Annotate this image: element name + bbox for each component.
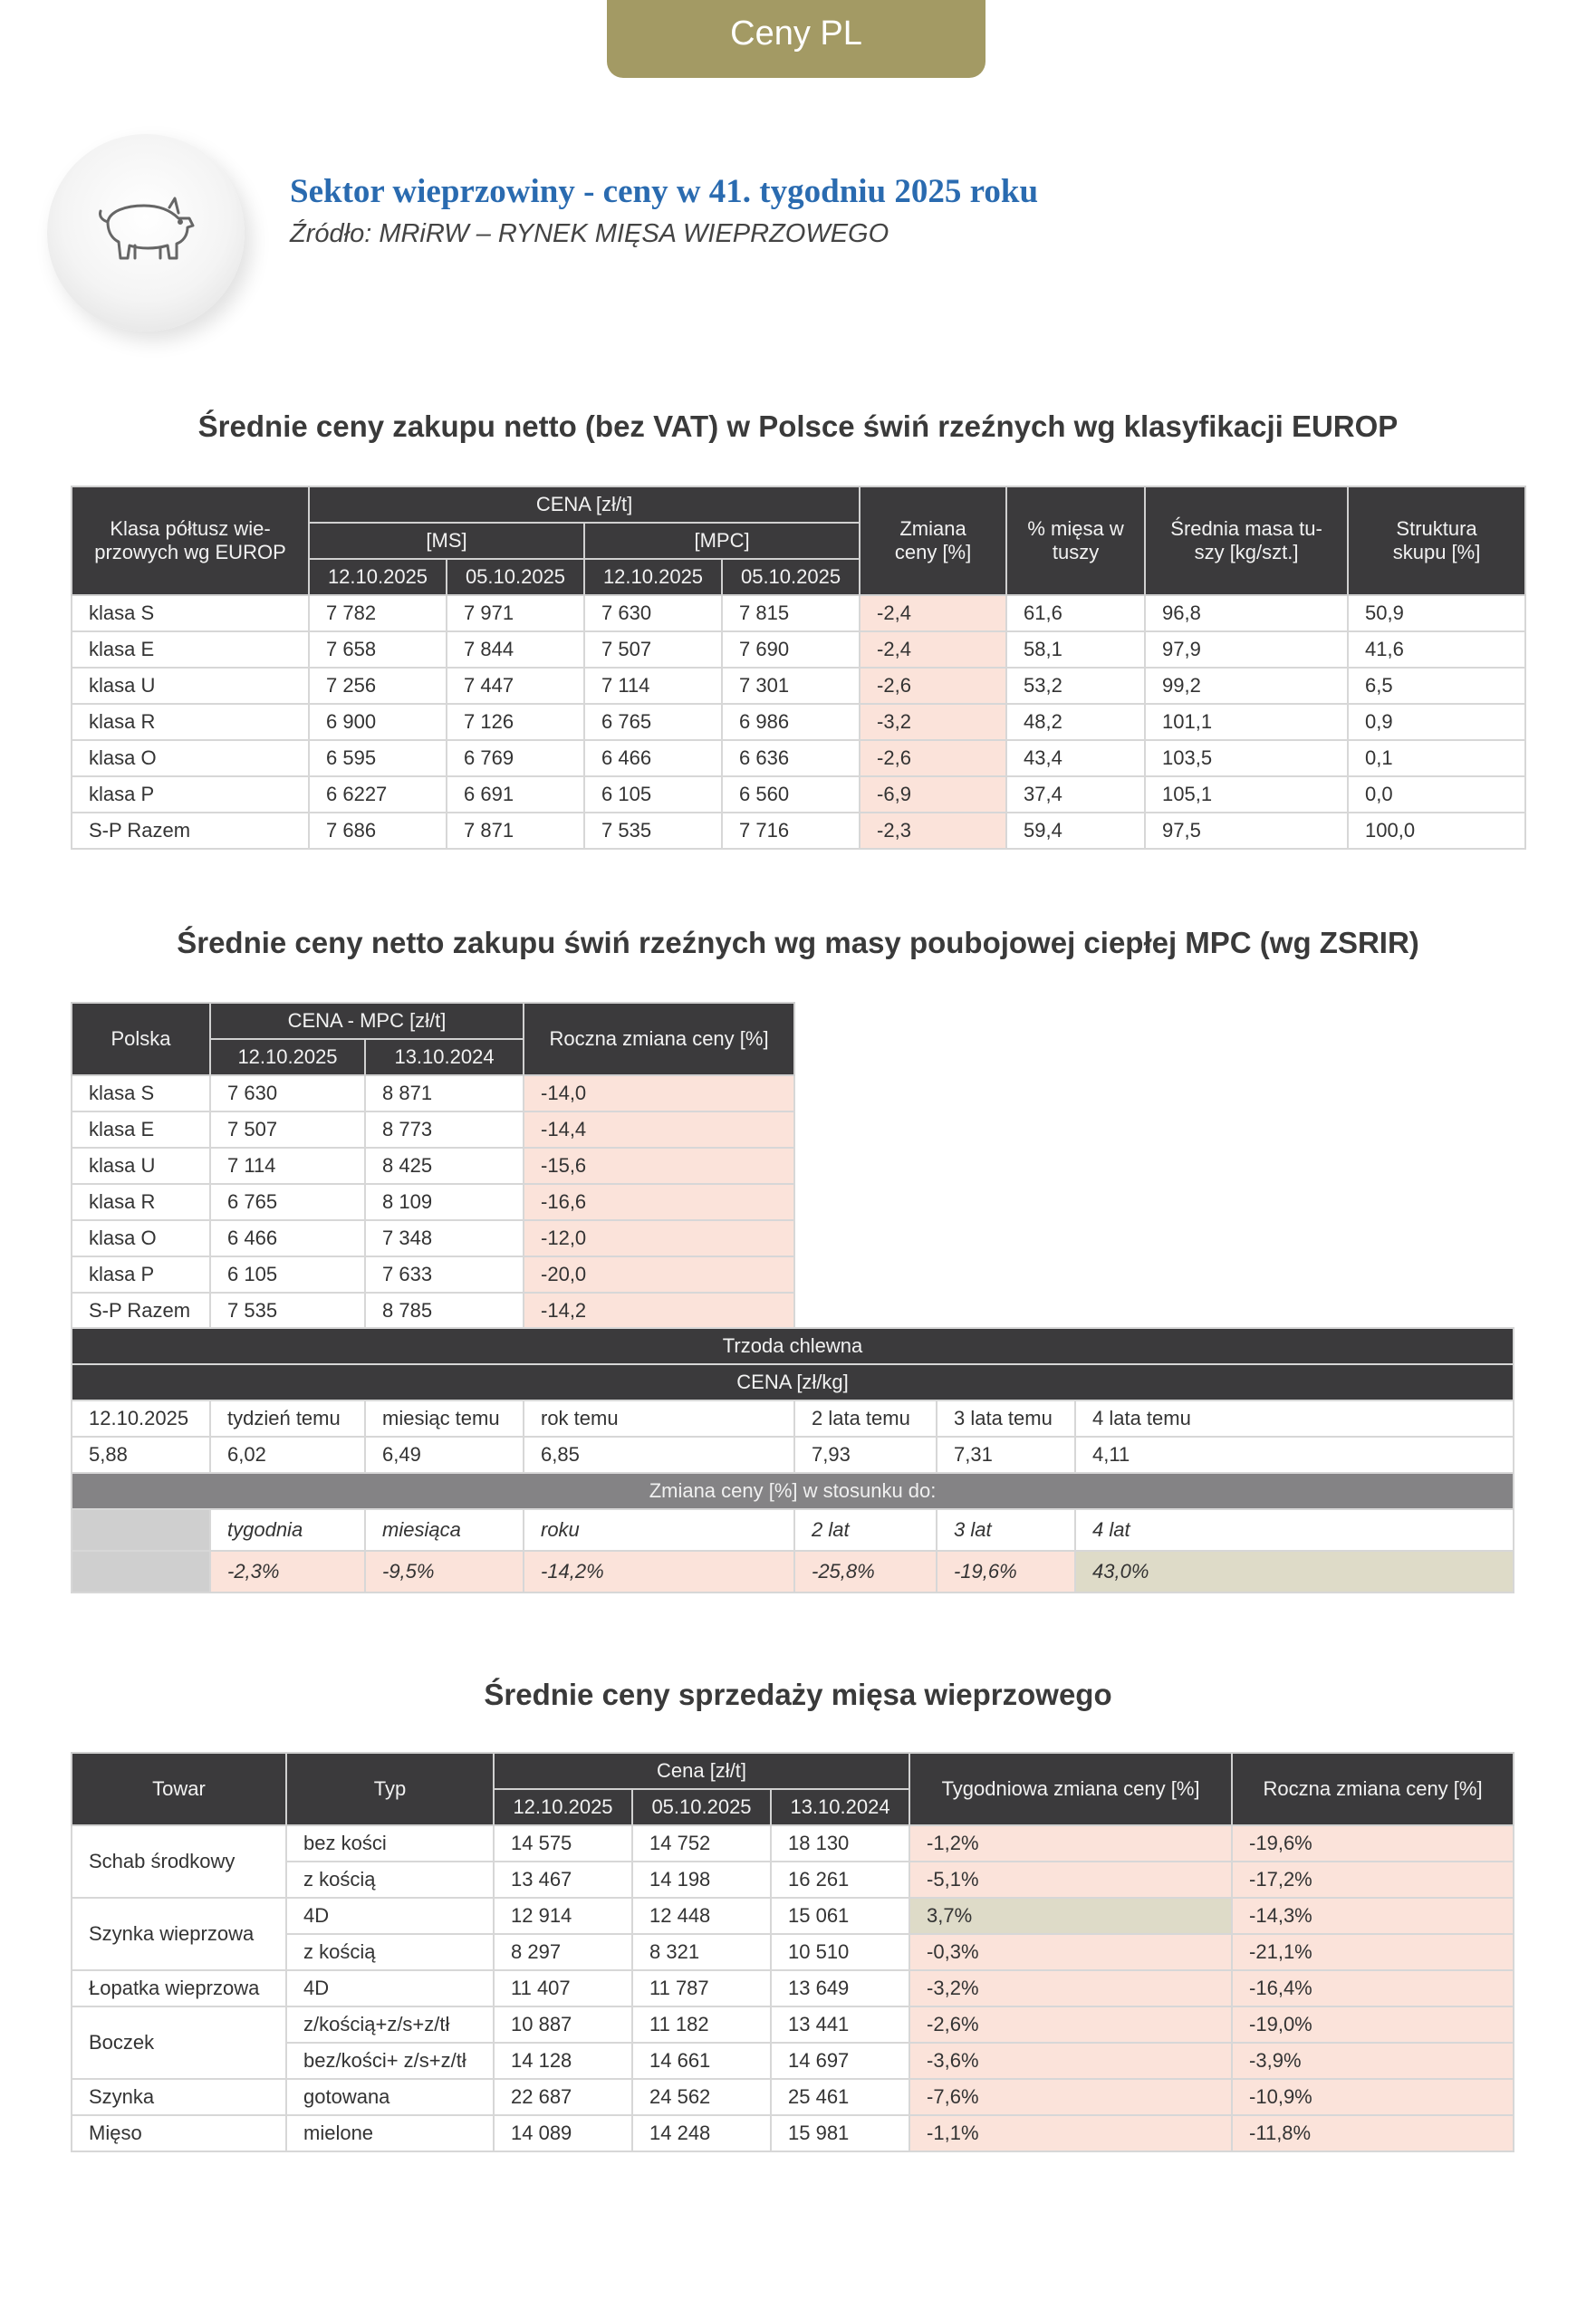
price-week-ago: 14 661 bbox=[632, 2043, 771, 2079]
table-row bbox=[72, 1075, 794, 1111]
price-change: -2,4 bbox=[860, 595, 1006, 631]
product-type: z/kością+z/s+z/tł bbox=[286, 2006, 494, 2043]
change-label: miesiąca bbox=[365, 1509, 524, 1551]
product-type: z kością bbox=[286, 1862, 494, 1898]
meat-percent: 53,2 bbox=[1006, 668, 1145, 704]
yearly-change: -11,8% bbox=[1232, 2115, 1514, 2151]
pigs-price-table bbox=[71, 1327, 1514, 1593]
purchase-structure: 41,6 bbox=[1348, 631, 1525, 668]
change-value: -19,6% bbox=[937, 1551, 1075, 1593]
table1-body bbox=[72, 595, 1525, 849]
price-year-ago: 14 697 bbox=[771, 2043, 909, 2079]
header-date: 12.10.2025 bbox=[584, 559, 722, 595]
carcass-mass: 103,5 bbox=[1145, 740, 1348, 776]
product-name: Łopatka wieprzowa bbox=[72, 1970, 286, 2006]
price-current: 14 089 bbox=[494, 2115, 632, 2151]
meat-percent: 43,4 bbox=[1006, 740, 1145, 776]
mpc-price-current: 7 114 bbox=[584, 668, 722, 704]
weekly-change: -2,6% bbox=[909, 2006, 1232, 2043]
blank-cell bbox=[72, 1509, 210, 1551]
yearly-change: -14,0 bbox=[524, 1075, 794, 1111]
blank-cell bbox=[72, 1551, 210, 1593]
weekly-change: -3,6% bbox=[909, 2043, 1232, 2079]
yearly-change: -15,6 bbox=[524, 1148, 794, 1184]
row-class: klasa U bbox=[72, 668, 309, 704]
row-class: klasa U bbox=[72, 1148, 210, 1184]
ms-price-previous: 6 691 bbox=[447, 776, 584, 813]
mpc-price-year-ago: 7 633 bbox=[365, 1256, 524, 1293]
price-current: 8 297 bbox=[494, 1934, 632, 1970]
header-country: Polska bbox=[72, 1003, 210, 1075]
price-current: 11 407 bbox=[494, 1970, 632, 2006]
change-value: -14,2% bbox=[524, 1551, 794, 1593]
price-week-ago: 11 787 bbox=[632, 1970, 771, 2006]
header-price: CENA [zł/t] bbox=[309, 486, 860, 523]
table4-heading: Średnie ceny sprzedaży mięsa wieprzowego bbox=[484, 1678, 1112, 1711]
purchase-structure: 100,0 bbox=[1348, 813, 1525, 849]
price-change: -3,2 bbox=[860, 704, 1006, 740]
page-title: Sektor wieprzowiny - ceny w 41. tygodniu 2025 roku bbox=[290, 173, 1039, 210]
mpc-price-year-ago: 8 871 bbox=[365, 1075, 524, 1111]
price-year-ago: 18 130 bbox=[771, 1825, 909, 1862]
purchase-structure: 0,9 bbox=[1348, 704, 1525, 740]
price-year-ago: 15 061 bbox=[771, 1898, 909, 1934]
change-label: 2 lat bbox=[794, 1509, 937, 1551]
mpc-price-previous: 7 690 bbox=[722, 631, 860, 668]
table-row bbox=[72, 704, 1525, 740]
table-row bbox=[72, 1862, 1514, 1898]
yearly-change: -3,9% bbox=[1232, 2043, 1514, 2079]
pig-icon bbox=[91, 186, 200, 276]
mpc-price-year-ago: 8 109 bbox=[365, 1184, 524, 1220]
table-row bbox=[72, 1111, 794, 1148]
yearly-change: -20,0 bbox=[524, 1256, 794, 1293]
mpc-price-current: 7 114 bbox=[210, 1148, 365, 1184]
price-year-ago: 10 510 bbox=[771, 1934, 909, 1970]
meat-percent: 61,6 bbox=[1006, 595, 1145, 631]
price-year-ago: 13 441 bbox=[771, 2006, 909, 2043]
mpc-price-current: 7 507 bbox=[584, 631, 722, 668]
meat-percent: 37,4 bbox=[1006, 776, 1145, 813]
carcass-mass: 97,5 bbox=[1145, 813, 1348, 849]
table-row bbox=[72, 2006, 1514, 2043]
row-class: klasa O bbox=[72, 740, 309, 776]
period-price: 6,49 bbox=[365, 1437, 524, 1473]
change-value: -2,3% bbox=[210, 1551, 365, 1593]
row-class: klasa O bbox=[72, 1220, 210, 1256]
header-date: 05.10.2025 bbox=[447, 559, 584, 595]
table-row bbox=[72, 1825, 1514, 1862]
change-labels-row bbox=[72, 1509, 1514, 1551]
product-name: Szynka wieprzowa bbox=[72, 1898, 286, 1970]
yearly-change: -19,0% bbox=[1232, 2006, 1514, 2043]
ms-price-previous: 7 126 bbox=[447, 704, 584, 740]
table-row bbox=[72, 1256, 794, 1293]
table-row bbox=[72, 1220, 794, 1256]
period-label: rok temu bbox=[524, 1400, 794, 1437]
header-date: 05.10.2025 bbox=[722, 559, 860, 595]
row-class: S-P Razem bbox=[72, 1293, 210, 1329]
yearly-change: -17,2% bbox=[1232, 1862, 1514, 1898]
period-values-row bbox=[72, 1437, 1514, 1473]
mpc-price-current: 6 765 bbox=[210, 1184, 365, 1220]
weekly-change: -0,3% bbox=[909, 1934, 1232, 1970]
page-subtitle: Źródło: MRiRW – RYNEK MIĘSA WIEPRZOWEGO bbox=[290, 219, 889, 248]
mpc-price-year-ago: 8 425 bbox=[365, 1148, 524, 1184]
period-labels-row bbox=[72, 1400, 1514, 1437]
period-label: miesiąc temu bbox=[365, 1400, 524, 1437]
period-label: 2 lata temu bbox=[794, 1400, 937, 1437]
row-class: klasa R bbox=[72, 1184, 210, 1220]
table2-heading: Średnie ceny netto zakupu świń rzeźnych wg masy poubojowej ciepłej MPC (wg ZSRIR) bbox=[177, 926, 1419, 959]
period-price: 6,85 bbox=[524, 1437, 794, 1473]
price-week-ago: 12 448 bbox=[632, 1898, 771, 1934]
purchase-structure: 6,5 bbox=[1348, 668, 1525, 704]
period-label: tydzień temu bbox=[210, 1400, 365, 1437]
header-ms: [MS] bbox=[309, 523, 584, 559]
carcass-mass: 101,1 bbox=[1145, 704, 1348, 740]
mpc-price-current: 7 507 bbox=[210, 1111, 365, 1148]
yearly-change: -19,6% bbox=[1232, 1825, 1514, 1862]
weekly-change: -1,2% bbox=[909, 1825, 1232, 1862]
weekly-change: -5,1% bbox=[909, 1862, 1232, 1898]
header-product: Towar bbox=[72, 1753, 286, 1825]
yearly-change: -12,0 bbox=[524, 1220, 794, 1256]
table-row bbox=[72, 2043, 1514, 2079]
change-value: -25,8% bbox=[794, 1551, 937, 1593]
mpc-price-previous: 7 716 bbox=[722, 813, 860, 849]
table-row bbox=[72, 1970, 1514, 2006]
change-value: -9,5% bbox=[365, 1551, 524, 1593]
meat-sales-table bbox=[71, 1752, 1514, 2152]
mpc-price-year-ago: 7 348 bbox=[365, 1220, 524, 1256]
table-row bbox=[72, 2115, 1514, 2151]
row-class: klasa S bbox=[72, 1075, 210, 1111]
header-mass: Średnia masa tu- szy [kg/szt.] bbox=[1145, 486, 1348, 595]
product-type: bez/kości+ z/s+z/tł bbox=[286, 2043, 494, 2079]
product-name: Szynka bbox=[72, 2079, 286, 2115]
yearly-change: -14,4 bbox=[524, 1111, 794, 1148]
header-price: CENA - MPC [zł/t] bbox=[210, 1003, 524, 1039]
row-class: klasa E bbox=[72, 1111, 210, 1148]
header-mpc: [MPC] bbox=[584, 523, 860, 559]
weekly-change: -3,2% bbox=[909, 1970, 1232, 2006]
table-row bbox=[72, 631, 1525, 668]
product-type: gotowana bbox=[286, 2079, 494, 2115]
mpc-price-table bbox=[71, 1002, 795, 1330]
product-name: Boczek bbox=[72, 2006, 286, 2079]
header-yearly-change: Roczna zmiana ceny [%] bbox=[524, 1003, 794, 1075]
europ-price-table bbox=[71, 486, 1526, 850]
mpc-price-current: 7 630 bbox=[584, 595, 722, 631]
weekly-change: 3,7% bbox=[909, 1898, 1232, 1934]
price-current: 14 128 bbox=[494, 2043, 632, 2079]
yearly-change: -14,2 bbox=[524, 1293, 794, 1329]
table-row bbox=[72, 1148, 794, 1184]
ms-price-current: 7 658 bbox=[309, 631, 447, 668]
header-class: Klasa półtusz wie- przowych wg EUROP bbox=[72, 486, 309, 595]
carcass-mass: 97,9 bbox=[1145, 631, 1348, 668]
carcass-mass: 96,8 bbox=[1145, 595, 1348, 631]
period-label: 3 lata temu bbox=[937, 1400, 1075, 1437]
mpc-price-year-ago: 8 785 bbox=[365, 1293, 524, 1329]
header-tab-label: Ceny PL bbox=[730, 14, 862, 53]
ms-price-previous: 7 971 bbox=[447, 595, 584, 631]
meat-percent: 58,1 bbox=[1006, 631, 1145, 668]
table4-body bbox=[72, 1825, 1514, 2151]
price-year-ago: 16 261 bbox=[771, 1862, 909, 1898]
row-class: klasa E bbox=[72, 631, 309, 668]
change-header: Zmiana ceny [%] w stosunku do: bbox=[72, 1473, 1514, 1509]
change-label: roku bbox=[524, 1509, 794, 1551]
price-change: -2,6 bbox=[860, 740, 1006, 776]
mpc-price-current: 6 765 bbox=[584, 704, 722, 740]
ms-price-previous: 7 447 bbox=[447, 668, 584, 704]
price-week-ago: 14 248 bbox=[632, 2115, 771, 2151]
table-row bbox=[72, 1898, 1514, 1934]
mpc-price-current: 6 105 bbox=[584, 776, 722, 813]
table-row bbox=[72, 1934, 1514, 1970]
yearly-change: -16,6 bbox=[524, 1184, 794, 1220]
header-yearly-change: Roczna zmiana ceny [%] bbox=[1232, 1753, 1514, 1825]
product-name: Schab środkowy bbox=[72, 1825, 286, 1898]
purchase-structure: 50,9 bbox=[1348, 595, 1525, 631]
table-row bbox=[72, 668, 1525, 704]
ms-price-current: 7 782 bbox=[309, 595, 447, 631]
mpc-price-previous: 7 301 bbox=[722, 668, 860, 704]
mpc-price-previous: 6 560 bbox=[722, 776, 860, 813]
mpc-price-current: 7 630 bbox=[210, 1075, 365, 1111]
period-price: 4,11 bbox=[1075, 1437, 1514, 1473]
mpc-price-previous: 7 815 bbox=[722, 595, 860, 631]
row-class: klasa R bbox=[72, 704, 309, 740]
table2-body bbox=[72, 1075, 794, 1329]
table1-heading: Średnie ceny zakupu netto (bez VAT) w Polsce świń rzeźnych wg klasyfikacji EUROP bbox=[197, 409, 1399, 443]
price-current: 22 687 bbox=[494, 2079, 632, 2115]
price-change: -6,9 bbox=[860, 776, 1006, 813]
carcass-mass: 105,1 bbox=[1145, 776, 1348, 813]
mpc-price-year-ago: 8 773 bbox=[365, 1111, 524, 1148]
ms-price-current: 6 595 bbox=[309, 740, 447, 776]
ms-price-current: 6 900 bbox=[309, 704, 447, 740]
period-price: 5,88 bbox=[72, 1437, 210, 1473]
row-class: klasa S bbox=[72, 595, 309, 631]
header-tab bbox=[607, 0, 985, 78]
yearly-change: -16,4% bbox=[1232, 1970, 1514, 2006]
price-week-ago: 8 321 bbox=[632, 1934, 771, 1970]
change-value: 43,0% bbox=[1075, 1551, 1514, 1593]
price-week-ago: 14 752 bbox=[632, 1825, 771, 1862]
purchase-structure: 0,0 bbox=[1348, 776, 1525, 813]
mpc-price-current: 6 466 bbox=[584, 740, 722, 776]
product-type: 4D bbox=[286, 1970, 494, 2006]
mpc-price-current: 6 466 bbox=[210, 1220, 365, 1256]
price-change: -2,4 bbox=[860, 631, 1006, 668]
ms-price-current: 6 6227 bbox=[309, 776, 447, 813]
change-label: 3 lat bbox=[937, 1509, 1075, 1551]
purchase-structure: 0,1 bbox=[1348, 740, 1525, 776]
table-row bbox=[72, 1293, 794, 1329]
meat-percent: 59,4 bbox=[1006, 813, 1145, 849]
header-structure: Struktura skupu [%] bbox=[1348, 486, 1525, 595]
ms-price-previous: 6 769 bbox=[447, 740, 584, 776]
yearly-change: -14,3% bbox=[1232, 1898, 1514, 1934]
mpc-price-current: 6 105 bbox=[210, 1256, 365, 1293]
pigs-title: Trzoda chlewna bbox=[72, 1328, 1514, 1364]
product-type: mielone bbox=[286, 2115, 494, 2151]
row-class: S-P Razem bbox=[72, 813, 309, 849]
price-change: -2,3 bbox=[860, 813, 1006, 849]
period-price: 7,93 bbox=[794, 1437, 937, 1473]
header-date: 12.10.2025 bbox=[494, 1789, 632, 1825]
price-week-ago: 14 198 bbox=[632, 1862, 771, 1898]
change-label: tygodnia bbox=[210, 1509, 365, 1551]
ms-price-previous: 7 871 bbox=[447, 813, 584, 849]
ms-price-previous: 7 844 bbox=[447, 631, 584, 668]
change-label: 4 lat bbox=[1075, 1509, 1514, 1551]
header-weekly-change: Tygodniowa zmiana ceny [%] bbox=[909, 1753, 1232, 1825]
row-class: klasa P bbox=[72, 776, 309, 813]
header-date: 13.10.2024 bbox=[771, 1789, 909, 1825]
header-type: Typ bbox=[286, 1753, 494, 1825]
yearly-change: -10,9% bbox=[1232, 2079, 1514, 2115]
mpc-price-current: 7 535 bbox=[210, 1293, 365, 1329]
period-label: 4 lata temu bbox=[1075, 1400, 1514, 1437]
header-date: 12.10.2025 bbox=[309, 559, 447, 595]
price-current: 13 467 bbox=[494, 1862, 632, 1898]
price-current: 12 914 bbox=[494, 1898, 632, 1934]
header-date: 13.10.2024 bbox=[365, 1039, 524, 1075]
table-row bbox=[72, 595, 1525, 631]
price-current: 10 887 bbox=[494, 2006, 632, 2043]
header-date: 05.10.2025 bbox=[632, 1789, 771, 1825]
period-price: 7,31 bbox=[937, 1437, 1075, 1473]
ms-price-current: 7 256 bbox=[309, 668, 447, 704]
product-type: z kością bbox=[286, 1934, 494, 1970]
price-week-ago: 11 182 bbox=[632, 2006, 771, 2043]
table-row bbox=[72, 1184, 794, 1220]
price-year-ago: 13 649 bbox=[771, 1970, 909, 2006]
price-week-ago: 24 562 bbox=[632, 2079, 771, 2115]
mpc-price-previous: 6 986 bbox=[722, 704, 860, 740]
header-change: Zmiana ceny [%] bbox=[860, 486, 1006, 595]
weekly-change: -1,1% bbox=[909, 2115, 1232, 2151]
product-type: 4D bbox=[286, 1898, 494, 1934]
table-row bbox=[72, 813, 1525, 849]
carcass-mass: 99,2 bbox=[1145, 668, 1348, 704]
price-year-ago: 25 461 bbox=[771, 2079, 909, 2115]
header-meat: % mięsa w tuszy bbox=[1006, 486, 1145, 595]
header-date: 12.10.2025 bbox=[210, 1039, 365, 1075]
price-current: 14 575 bbox=[494, 1825, 632, 1862]
meat-percent: 48,2 bbox=[1006, 704, 1145, 740]
table-row bbox=[72, 776, 1525, 813]
row-class: klasa P bbox=[72, 1256, 210, 1293]
product-type: bez kości bbox=[286, 1825, 494, 1862]
yearly-change: -21,1% bbox=[1232, 1934, 1514, 1970]
table-row bbox=[72, 2079, 1514, 2115]
mpc-price-previous: 6 636 bbox=[722, 740, 860, 776]
ms-price-current: 7 686 bbox=[309, 813, 447, 849]
change-values-row bbox=[72, 1551, 1514, 1593]
price-change: -2,6 bbox=[860, 668, 1006, 704]
table-row bbox=[72, 740, 1525, 776]
period-label: 12.10.2025 bbox=[72, 1400, 210, 1437]
product-name: Mięso bbox=[72, 2115, 286, 2151]
weekly-change: -7,6% bbox=[909, 2079, 1232, 2115]
period-price: 6,02 bbox=[210, 1437, 365, 1473]
header-price: Cena [zł/t] bbox=[494, 1753, 909, 1789]
pigs-price-header: CENA [zł/kg] bbox=[72, 1364, 1514, 1400]
emblem-circle bbox=[47, 134, 245, 332]
mpc-price-current: 7 535 bbox=[584, 813, 722, 849]
price-year-ago: 15 981 bbox=[771, 2115, 909, 2151]
